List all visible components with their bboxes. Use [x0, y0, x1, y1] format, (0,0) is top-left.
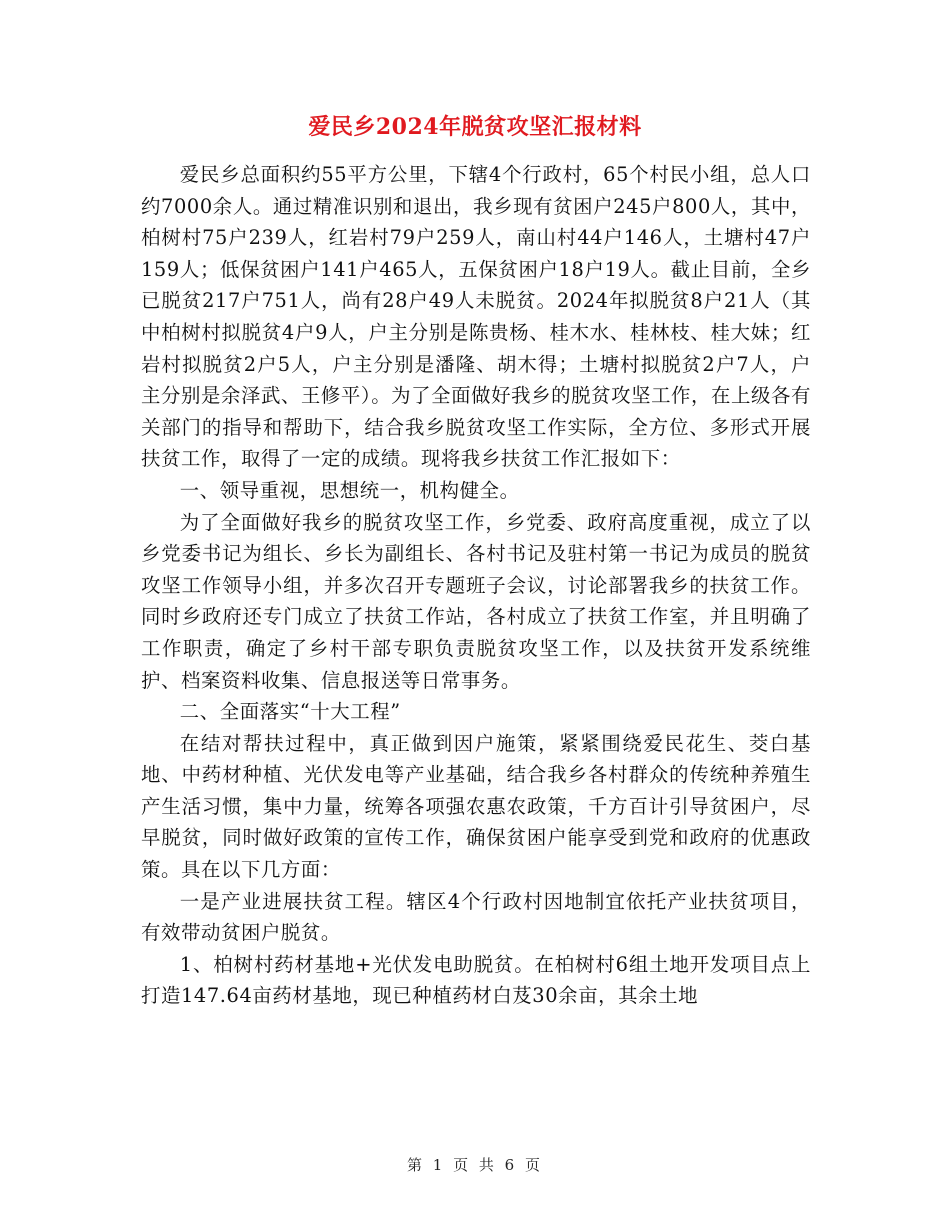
document-body: [141, 159, 811, 1012]
document-title: 爱民乡2024年脱贫攻坚汇报材料: [308, 114, 642, 140]
section-heading-2: 二、全面落实“十大工程”: [179, 700, 401, 724]
paragraph-intro: 爱民乡总面积约55平方公里，下辖4个行政村，65个村民小组，总人口约7000余人。通过精准识别和退出，我乡现有贫困户245户800人，其中，柏树村75户239人，红岩村79户259人，南山村44户146人，土塘村47户159人；低保贫困户141户465人，五保贫困户18户19人。截止目前，全乡已脱贫217户751人，尚有28户49人未脱贫。2024年拟脱贫8户21人（其中柏树村拟脱贫4户9人，户主分别是陈贵杨、桂木水、桂林枝、桂大妹；红岩村拟脱贫2户5人，户主分别是潘隆、胡木得；土塘村拟脱贫2户7人，户主分别是余泽武、王修平）。为了全面做好我乡的脱贫攻坚工作，在上级各有关部门的指导和帮助下，结合我乡脱贫攻坚工作实际，全方位、多形式开展扶贫工作，取得了一定的成绩。现将我乡扶贫工作汇报如下：: [141, 163, 811, 471]
paragraph-leadership: 为了全面做好我乡的脱贫攻坚工作，乡党委、政府高度重视，成立了以乡党委书记为组长、乡长为副组长、各村书记及驻村第一书记为成员的脱贫攻坚工作领导小组，并多次召开专题班子会议，讨论部署我乡的扶贫工作。同时乡政府还专门成立了扶贫工作站，各村成立了扶贫工作室，并且明确了工作职责，确定了乡村干部专职负责脱贫攻坚工作，以及扶贫开发系统维护、档案资料收集、信息报送等日常事务。: [141, 510, 811, 692]
paragraph-assistance: 在结对帮扶过程中，真正做到因户施策，紧紧围绕爱民花生、茭白基地、中药材种植、光伏发电等产业基础，结合我乡各村群众的传统种养殖生产生活习惯，集中力量，统筹各项强农惠农政策，千方百计引导贫困户，尽早脱贫，同时做好政策的宣传工作，确保贫困户能享受到党和政府的优惠政策。具在以下几方面：: [141, 731, 811, 882]
page-footer: 第 1 页 共 6 页: [407, 1156, 543, 1174]
paragraph-baishu-village: 1、柏树村药材基地+光伏发电助脱贫。在柏树村6组土地开发项目点上打造147.64亩药材基地，现已种植药材白芨30余亩，其余土地: [141, 952, 811, 1008]
section-heading-1: 一、领导重视，思想统一，机构健全。: [179, 478, 520, 502]
paragraph-industry: 一是产业进展扶贫工程。辖区4个行政村因地制宜依托产业扶贫项目，有效带动贫困户脱贫。: [141, 889, 811, 945]
